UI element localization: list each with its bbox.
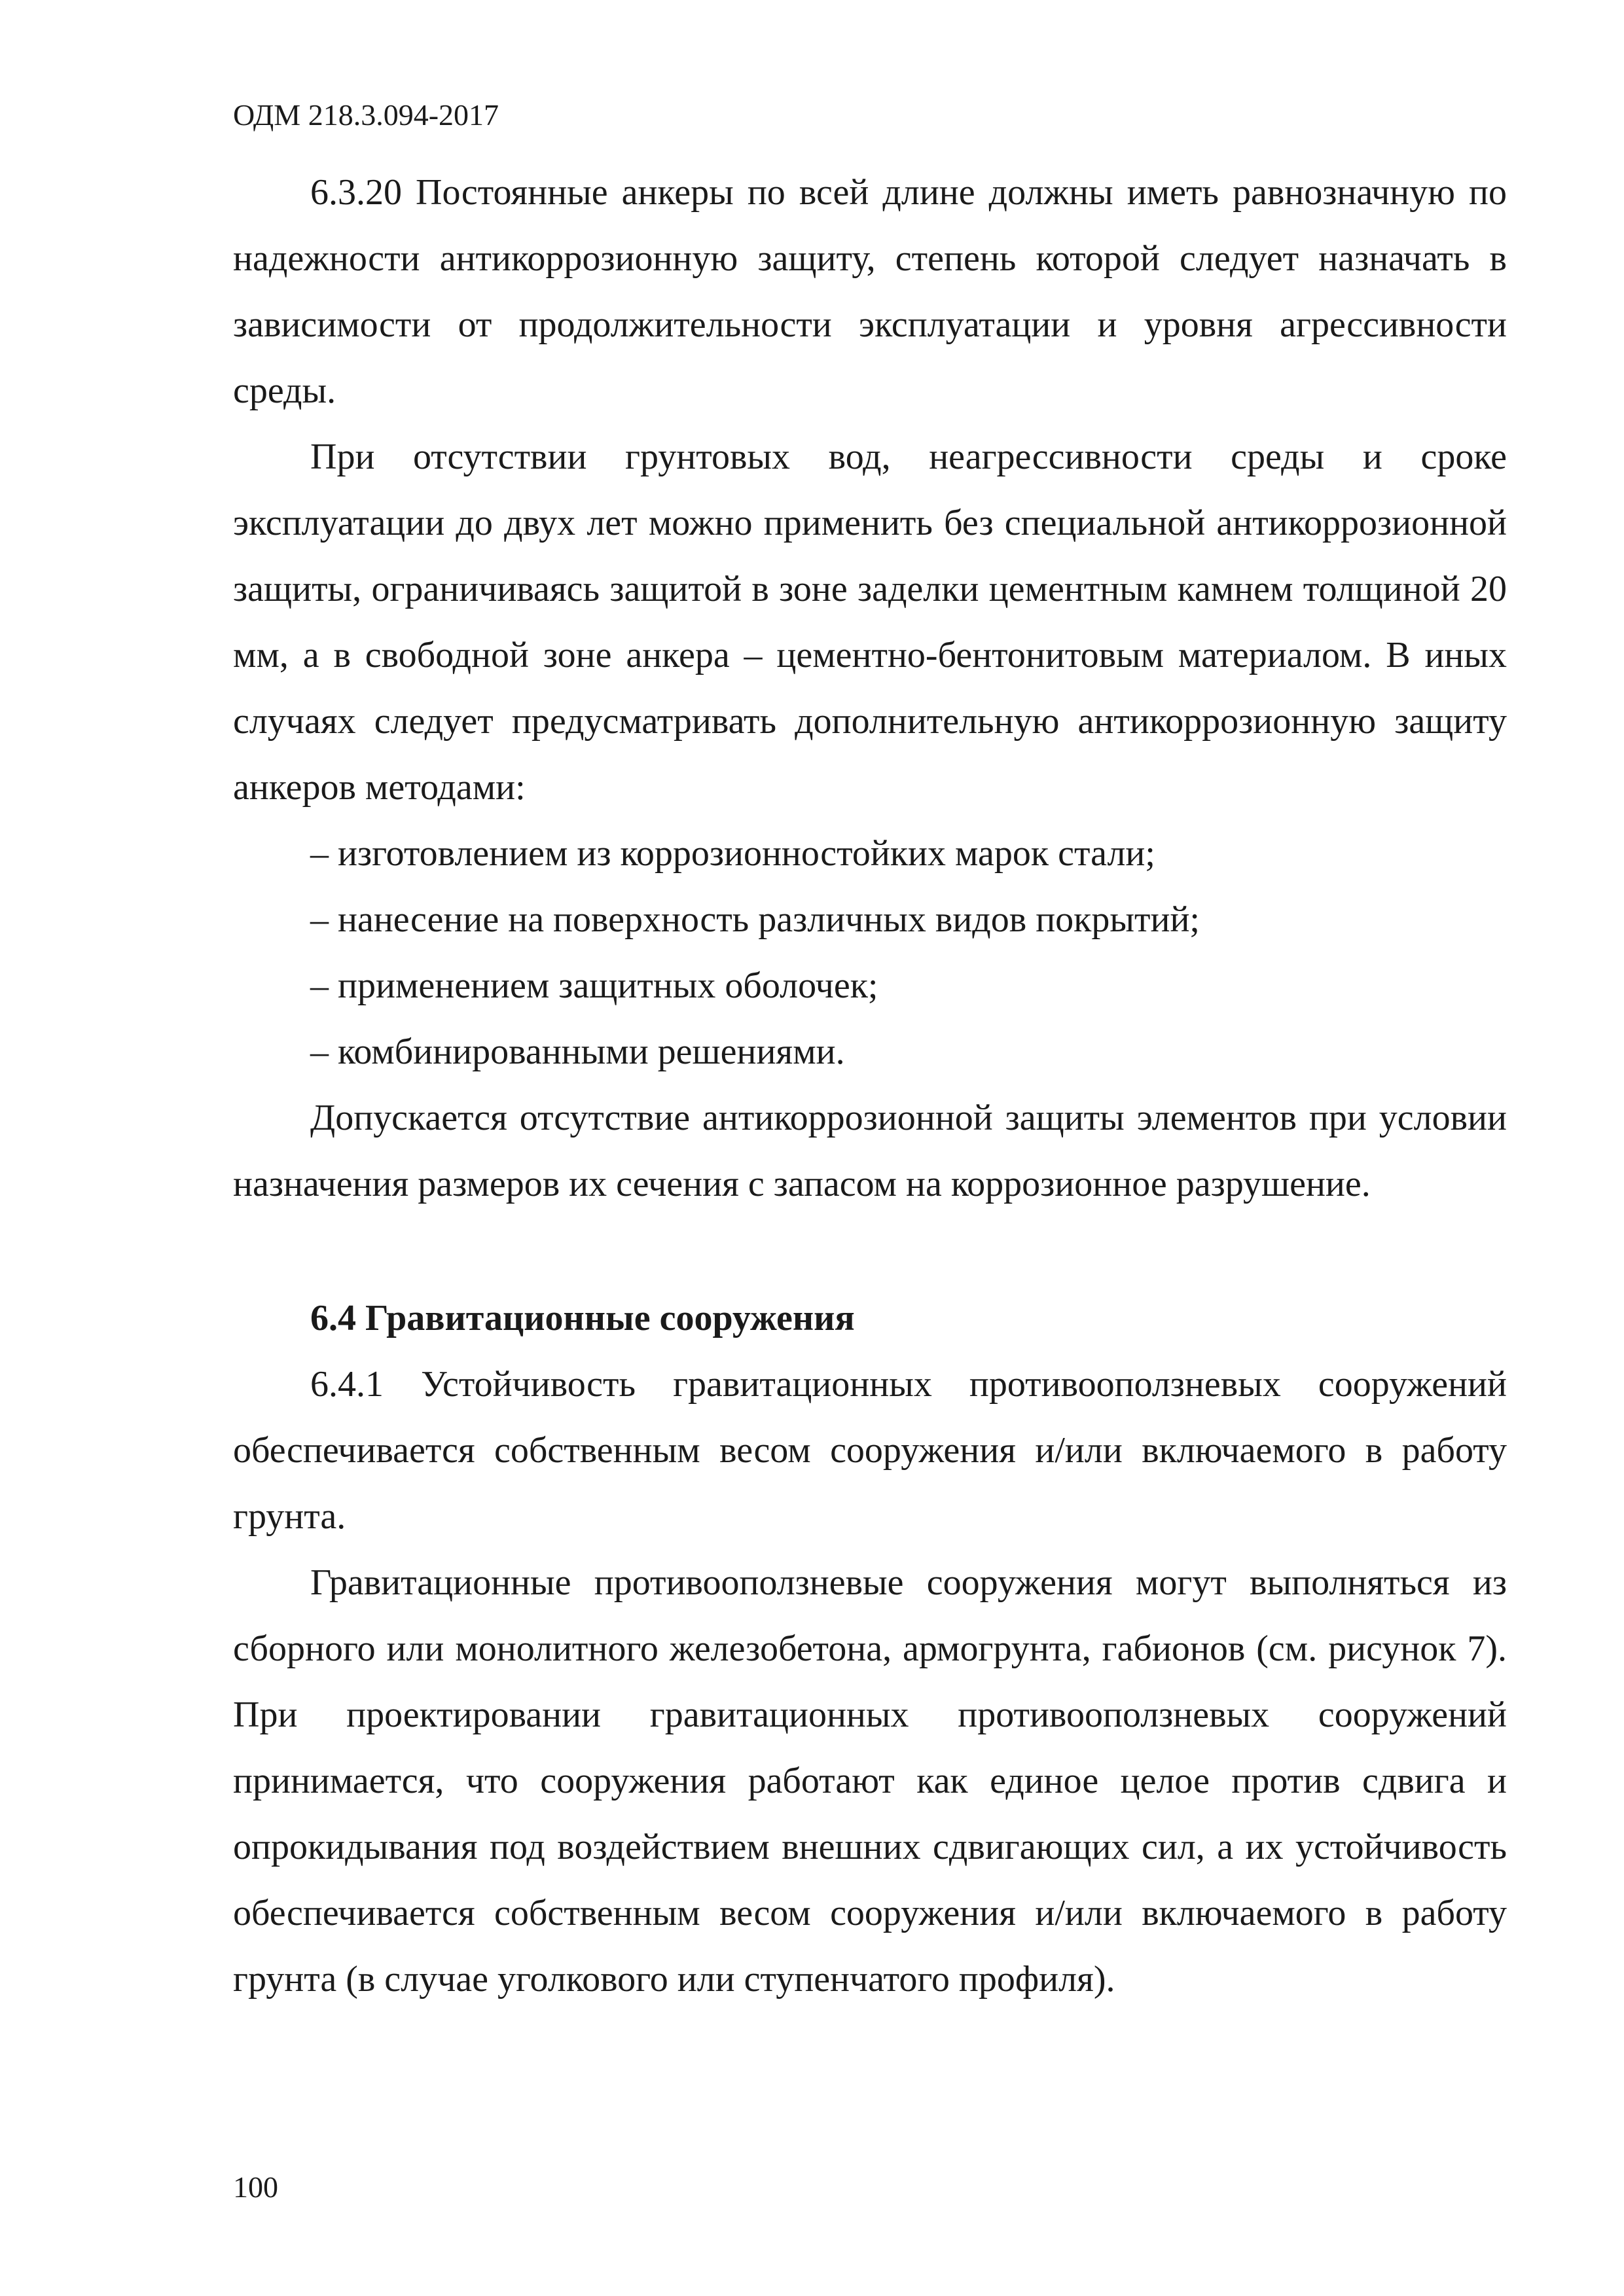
document-code-header: ОДМ 218.3.094-2017 [233, 98, 499, 132]
document-body [233, 160, 1507, 2013]
list-item: – комбинированными решениями. [310, 1031, 845, 1072]
page-number: 100 [233, 2170, 278, 2204]
paragraph-gravity-structures: Гравитационные противооползневые сооружения могут выполняться из сборного или монолитного железобетона, армогрунта, габионов (см. рисунок 7). При проектировании гравитационных противооползневых сооружений принимается, что сооружения работают как единое целое против сдвига и опрокидывания под воздействием внешних сдвигающих сил, а их устойчивость обеспечивается собственным весом сооружения и/или включаемого в работу грунта (в случае уголкового или ступенчатого профиля). [233, 1562, 1507, 2000]
paragraph-6-3-20: 6.3.20 Постоянные анкеры по всей длине должны иметь равнозначную по надежности антикоррозионную защиту, степень которой следует назначать в зависимости от продолжительности эксплуатации и уровня агрессивности среды. [233, 172, 1507, 411]
paragraph-corrosion-allowance: Допускается отсутствие антикоррозионной защиты элементов при условии назначения размеров их сечения с запасом на коррозионное разрушение. [233, 1098, 1507, 1204]
list-item: – нанесение на поверхность различных видов покрытий; [310, 899, 1200, 940]
section-heading-6-4: 6.4 Гравитационные сооружения [310, 1298, 855, 1338]
paragraph-groundwater-conditions: При отсутствии грунтовых вод, неагрессивности среды и сроке эксплуатации до двух лет можно применить без специальной антикоррозионной защиты, ограничиваясь защитой в зоне заделки цементным камнем толщиной 20 мм, а в свободной зоне анкера – цементно-бентонитовым материалом. В иных случаях следует предусматривать дополнительную антикоррозионную защиту анкеров методами: [233, 437, 1507, 808]
list-item: – применением защитных оболочек; [310, 965, 878, 1006]
paragraph-6-4-1: 6.4.1 Устойчивость гравитационных противооползневых сооружений обеспечивается собственным весом сооружения и/или включаемого в работу грунта. [233, 1364, 1507, 1537]
list-item: – изготовлением из коррозионностойких марок стали; [310, 833, 1155, 874]
